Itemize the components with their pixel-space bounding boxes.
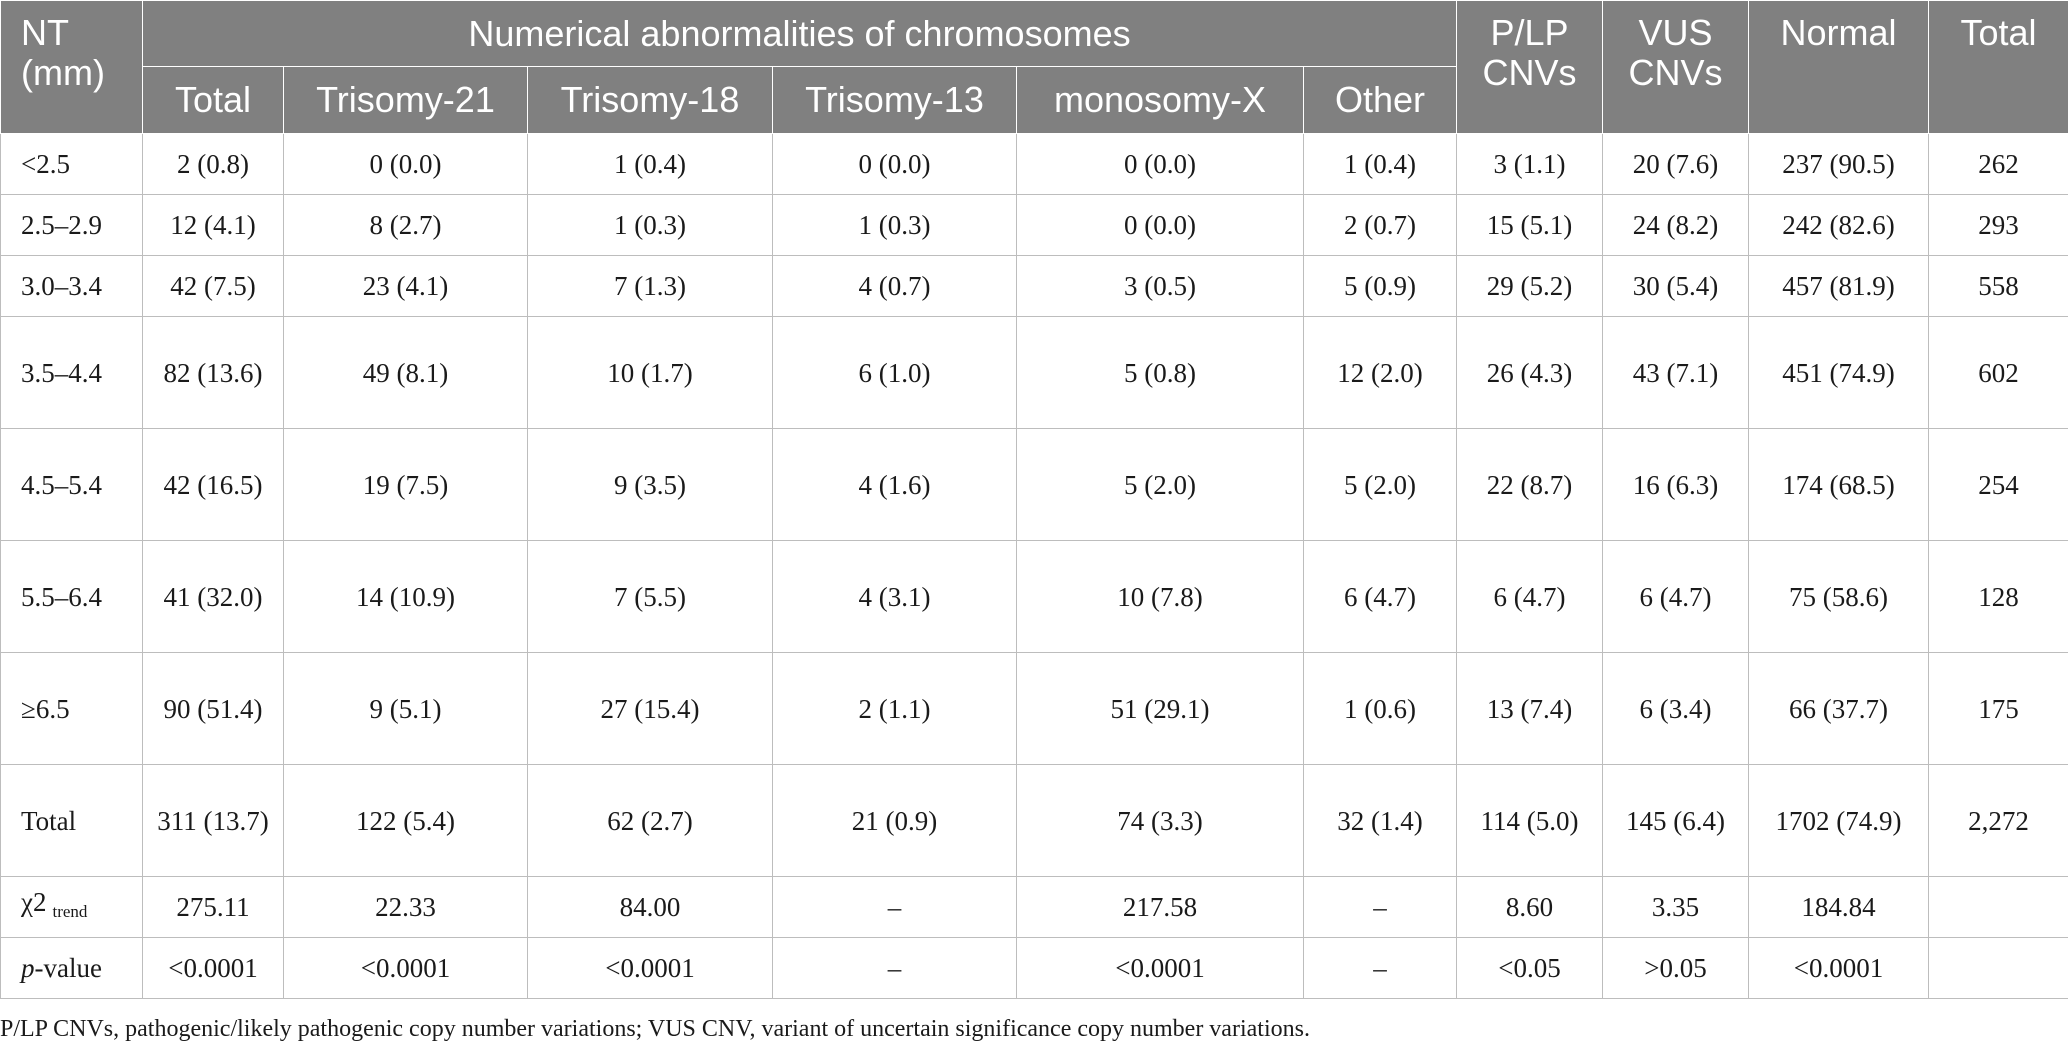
table-cell: <0.0001 bbox=[528, 938, 773, 999]
table-cell: 6 (4.7) bbox=[1603, 541, 1749, 653]
header-numerical-abnormalities: Numerical abnormalities of chromosomes bbox=[143, 1, 1457, 67]
table-cell: 122 (5.4) bbox=[284, 765, 528, 877]
table-cell: <0.0001 bbox=[143, 938, 284, 999]
table-row bbox=[1, 256, 2068, 317]
table-cell: 41 (32.0) bbox=[143, 541, 284, 653]
table-cell: 602 bbox=[1929, 317, 2068, 429]
table-cell: <0.0001 bbox=[1749, 938, 1929, 999]
table-cell: 1 (0.6) bbox=[1304, 653, 1457, 765]
table-cell: 2,272 bbox=[1929, 765, 2068, 877]
table-cell: 1702 (74.9) bbox=[1749, 765, 1929, 877]
table-cell: 3 (1.1) bbox=[1457, 134, 1603, 195]
table-row bbox=[1, 653, 2068, 765]
row-label-chi-square bbox=[1, 877, 143, 938]
table-cell: 4 (1.6) bbox=[773, 429, 1017, 541]
table-cell: 51 (29.1) bbox=[1017, 653, 1304, 765]
chi-square-symbol: χ2 bbox=[21, 887, 47, 917]
table-cell: 24 (8.2) bbox=[1603, 195, 1749, 256]
table-cell: 5 (2.0) bbox=[1017, 429, 1304, 541]
table-cell: 242 (82.6) bbox=[1749, 195, 1929, 256]
table-cell: 49 (8.1) bbox=[284, 317, 528, 429]
header-vus-cnvs: VUS CNVs bbox=[1603, 1, 1749, 134]
table-cell: 0 (0.0) bbox=[773, 134, 1017, 195]
table-row-p-value bbox=[1, 938, 2068, 999]
table-cell: – bbox=[773, 938, 1017, 999]
table-cell: 84.00 bbox=[528, 877, 773, 938]
table-cell: 12 (2.0) bbox=[1304, 317, 1457, 429]
table-cell: 114 (5.0) bbox=[1457, 765, 1603, 877]
table-cell: 5 (0.8) bbox=[1017, 317, 1304, 429]
table-cell: 237 (90.5) bbox=[1749, 134, 1929, 195]
table-cell: 145 (6.4) bbox=[1603, 765, 1749, 877]
row-label-p-value bbox=[1, 938, 143, 999]
table-cell: 457 (81.9) bbox=[1749, 256, 1929, 317]
table-cell: 174 (68.5) bbox=[1749, 429, 1929, 541]
table-cell: – bbox=[1304, 938, 1457, 999]
table-cell: 74 (3.3) bbox=[1017, 765, 1304, 877]
table-cell: 275.11 bbox=[143, 877, 284, 938]
table-cell: 6 (1.0) bbox=[773, 317, 1017, 429]
table-cell: 90 (51.4) bbox=[143, 653, 284, 765]
table-cell: 82 (13.6) bbox=[143, 317, 284, 429]
table-cell: – bbox=[1304, 877, 1457, 938]
table-cell: 1 (0.4) bbox=[528, 134, 773, 195]
chi-square-subscript: trend bbox=[52, 902, 88, 921]
subheader-total: Total bbox=[143, 67, 284, 134]
table-cell: 217.58 bbox=[1017, 877, 1304, 938]
row-label: Total bbox=[1, 765, 143, 877]
table-cell: 42 (7.5) bbox=[143, 256, 284, 317]
subheader-trisomy-21: Trisomy-21 bbox=[284, 67, 528, 134]
row-label: 3.0–3.4 bbox=[1, 256, 143, 317]
table-cell: 10 (7.8) bbox=[1017, 541, 1304, 653]
table-cell: 262 bbox=[1929, 134, 2068, 195]
table-cell: <0.05 bbox=[1457, 938, 1603, 999]
table-cell: 0 (0.0) bbox=[1017, 134, 1304, 195]
table-cell: 75 (58.6) bbox=[1749, 541, 1929, 653]
table-cell: 9 (3.5) bbox=[528, 429, 773, 541]
subheader-monosomy-x: monosomy-X bbox=[1017, 67, 1304, 134]
table-cell: 32 (1.4) bbox=[1304, 765, 1457, 877]
table-cell: 184.84 bbox=[1749, 877, 1929, 938]
table-row bbox=[1, 541, 2068, 653]
table-cell: 29 (5.2) bbox=[1457, 256, 1603, 317]
p-value-italic: p bbox=[21, 953, 35, 983]
table-cell: 27 (15.4) bbox=[528, 653, 773, 765]
table-cell: 15 (5.1) bbox=[1457, 195, 1603, 256]
table-cell: 20 (7.6) bbox=[1603, 134, 1749, 195]
table-cell: 311 (13.7) bbox=[143, 765, 284, 877]
table-cell: 2 (1.1) bbox=[773, 653, 1017, 765]
row-label: 3.5–4.4 bbox=[1, 317, 143, 429]
table-cell: 9 (5.1) bbox=[284, 653, 528, 765]
subheader-trisomy-13: Trisomy-13 bbox=[773, 67, 1017, 134]
table-row-chi-square bbox=[1, 877, 2068, 938]
table-cell: 6 (3.4) bbox=[1603, 653, 1749, 765]
table-row bbox=[1, 429, 2068, 541]
table-row bbox=[1, 195, 2068, 256]
table-cell: 22.33 bbox=[284, 877, 528, 938]
table-cell: 21 (0.9) bbox=[773, 765, 1017, 877]
row-label: 5.5–6.4 bbox=[1, 541, 143, 653]
table-cell: 1 (0.3) bbox=[773, 195, 1017, 256]
table-header bbox=[1, 1, 2068, 134]
table-cell bbox=[1929, 877, 2068, 938]
table-cell: 3 (0.5) bbox=[1017, 256, 1304, 317]
subheader-trisomy-18: Trisomy-18 bbox=[528, 67, 773, 134]
table-cell: 254 bbox=[1929, 429, 2068, 541]
table-cell: 2 (0.7) bbox=[1304, 195, 1457, 256]
table-cell: 293 bbox=[1929, 195, 2068, 256]
table-cell: 1 (0.3) bbox=[528, 195, 773, 256]
table-cell: 2 (0.8) bbox=[143, 134, 284, 195]
table-cell: 175 bbox=[1929, 653, 2068, 765]
table-cell: >0.05 bbox=[1603, 938, 1749, 999]
row-label: <2.5 bbox=[1, 134, 143, 195]
table-cell: 66 (37.7) bbox=[1749, 653, 1929, 765]
table-row bbox=[1, 134, 2068, 195]
table-cell: 0 (0.0) bbox=[284, 134, 528, 195]
header-total: Total bbox=[1929, 1, 2068, 134]
table-cell: 26 (4.3) bbox=[1457, 317, 1603, 429]
table-cell bbox=[1929, 938, 2068, 999]
table-cell: 558 bbox=[1929, 256, 2068, 317]
table-cell: 451 (74.9) bbox=[1749, 317, 1929, 429]
table-cell: 1 (0.4) bbox=[1304, 134, 1457, 195]
table-cell: 5 (0.9) bbox=[1304, 256, 1457, 317]
table-cell: 16 (6.3) bbox=[1603, 429, 1749, 541]
table-cell: 0 (0.0) bbox=[1017, 195, 1304, 256]
table-footnote: P/LP CNVs, pathogenic/likely pathogenic copy number variations; VUS CNV, variant of uncertain significance copy number variations. bbox=[0, 1016, 1310, 1042]
table-cell: 10 (1.7) bbox=[528, 317, 773, 429]
table-cell: 6 (4.7) bbox=[1457, 541, 1603, 653]
table-cell: <0.0001 bbox=[1017, 938, 1304, 999]
table-cell: 128 bbox=[1929, 541, 2068, 653]
table-cell: 7 (5.5) bbox=[528, 541, 773, 653]
table-cell: 4 (0.7) bbox=[773, 256, 1017, 317]
table-cell: <0.0001 bbox=[284, 938, 528, 999]
table-row-total bbox=[1, 765, 2068, 877]
table-cell: – bbox=[773, 877, 1017, 938]
table-cell: 3.35 bbox=[1603, 877, 1749, 938]
header-nt: NT (mm) bbox=[1, 1, 143, 134]
table-row bbox=[1, 317, 2068, 429]
table-cell: 4 (3.1) bbox=[773, 541, 1017, 653]
header-normal: Normal bbox=[1749, 1, 1929, 134]
table-cell: 12 (4.1) bbox=[143, 195, 284, 256]
row-label: ≥6.5 bbox=[1, 653, 143, 765]
table-cell: 19 (7.5) bbox=[284, 429, 528, 541]
p-value-rest: -value bbox=[34, 953, 102, 983]
row-label: 4.5–5.4 bbox=[1, 429, 143, 541]
table-cell: 22 (8.7) bbox=[1457, 429, 1603, 541]
subheader-other: Other bbox=[1304, 67, 1457, 134]
table-cell: 13 (7.4) bbox=[1457, 653, 1603, 765]
table-cell: 5 (2.0) bbox=[1304, 429, 1457, 541]
row-label: 2.5–2.9 bbox=[1, 195, 143, 256]
header-plp-cnvs: P/LP CNVs bbox=[1457, 1, 1603, 134]
table-cell: 8 (2.7) bbox=[284, 195, 528, 256]
table-cell: 7 (1.3) bbox=[528, 256, 773, 317]
table-cell: 42 (16.5) bbox=[143, 429, 284, 541]
table-cell: 14 (10.9) bbox=[284, 541, 528, 653]
table-cell: 30 (5.4) bbox=[1603, 256, 1749, 317]
table-cell: 62 (2.7) bbox=[528, 765, 773, 877]
table-body bbox=[1, 134, 2068, 999]
table-cell: 23 (4.1) bbox=[284, 256, 528, 317]
table-cell: 6 (4.7) bbox=[1304, 541, 1457, 653]
table-cell: 8.60 bbox=[1457, 877, 1603, 938]
table-cell: 43 (7.1) bbox=[1603, 317, 1749, 429]
